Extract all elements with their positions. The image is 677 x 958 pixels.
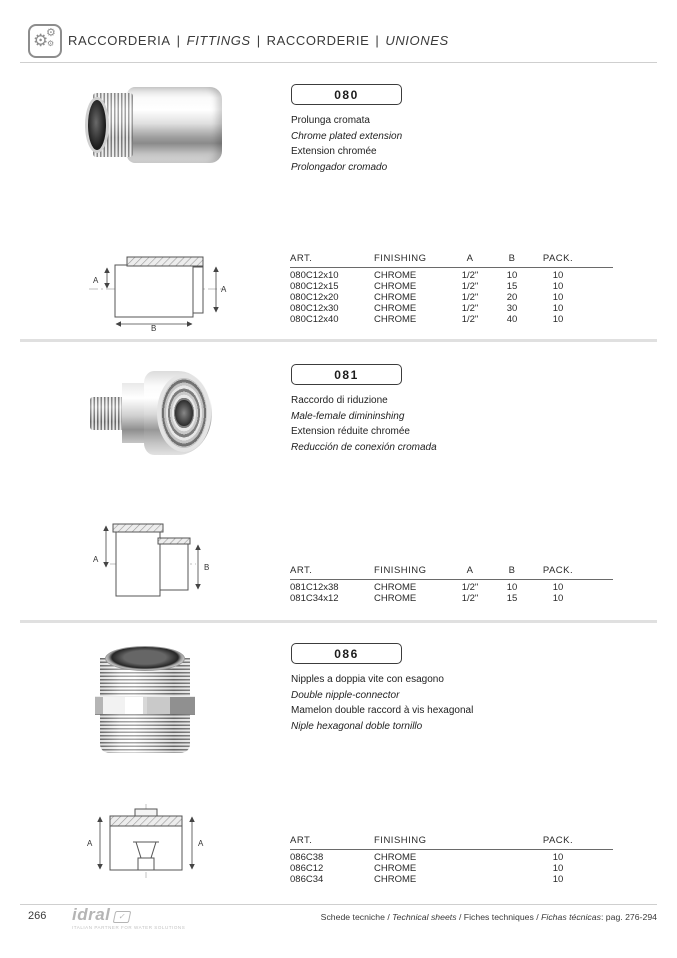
description-line: Prolongador cromado [291,161,388,173]
description-line: Reducción de conexión cromada [291,441,437,453]
table-header-cell: A [466,253,474,264]
spec-table-086 [290,836,613,886]
description-line: Niple hexagonal doble tornillo [291,720,423,732]
table-cell: 080C12x40 [290,313,339,325]
table-cell: 10 [552,270,564,282]
product-code: 086 [334,646,359,661]
female-thread-face [157,374,211,452]
section-divider [20,339,657,342]
product-code: 081 [334,367,359,382]
table-cell: 080C12x10 [290,270,339,282]
title-part: Fichas técnicas [541,912,601,922]
table-cell: 1/2" [461,593,479,605]
description-line: Extension réduite chromée [291,426,410,437]
table-header-row [290,254,613,265]
table-cell: 10 [552,292,564,304]
table-cell: 30 [506,303,518,315]
title-part: : pag. 276-294 [600,912,657,922]
logo-wordmark: idral [72,905,111,924]
table-cell: CHROME [374,281,417,293]
product-photo-081 [90,371,212,455]
table-cell: 10 [552,863,564,875]
table-header-cell: FINISHING [374,253,427,264]
table-cell: 086C12 [290,863,324,875]
table-cell: 1/2" [461,292,479,304]
separator: | [256,33,261,48]
hex-nut [95,696,195,715]
table-cell: 10 [552,313,564,325]
dim-label-b: B [151,324,157,331]
table-cell: 15 [506,593,518,605]
section-divider [20,620,657,623]
table-cell: 086C34 [290,874,324,886]
table-cell: CHROME [374,593,417,605]
table-header-cell: PACK. [542,565,574,576]
description-line: Mamelon double raccord à vis hexagonal [291,705,474,716]
logo-mark-icon: ✓ [113,911,132,923]
bore-opening [105,646,185,671]
table-header-cell: ART. [290,253,313,264]
description-line: Extension chromée [291,146,377,157]
table-cell: 080C12x15 [290,281,339,293]
title-part: RACCORDERIE [266,33,370,48]
table-cell: 086C38 [290,852,324,864]
table-header-cell: ART. [290,565,313,576]
table-cell: 10 [552,593,564,605]
dim-label-b: B [204,563,210,572]
description-line: Raccordo di riduzione [291,395,388,406]
table-cell: CHROME [374,874,417,886]
male-thread-bottom [100,714,190,753]
table-header-rule [290,267,613,269]
table-cell: 10 [552,874,564,886]
title-part: RACCORDERIA [68,33,171,48]
product-code-badge [291,643,402,664]
table-cell: 10 [552,281,564,293]
table-cell: CHROME [374,313,417,325]
table-cell: 1/2" [461,313,479,325]
product-code: 080 [334,87,359,102]
page-title [68,33,449,48]
table-cell: CHROME [374,270,417,282]
table-cell: 10 [506,582,518,594]
dim-label-a: A [93,555,99,564]
table-cell: 15 [506,281,518,293]
bore-opening [85,97,109,153]
product-descriptions [291,393,521,455]
header-rule [20,62,657,63]
table-header-cell: ART. [290,835,313,846]
table-header-rule [290,579,613,581]
table-row [290,853,613,864]
table-cell: 20 [506,292,518,304]
page-number: 266 [28,910,47,922]
table-row [290,864,613,875]
title-part: UNIONES [385,33,449,48]
title-part: Technical sheets [392,912,457,922]
table-cell: 1/2" [461,281,479,293]
table-row [290,594,613,605]
table-row [290,315,613,326]
dim-label-a-left: A [87,839,93,848]
technical-drawing-080 [85,243,230,331]
table-cell: 081C34x12 [290,593,339,605]
table-header-cell: PACK. [542,253,574,264]
description-line: Chrome plated extension [291,130,403,142]
description-line: Male-female dimininshing [291,410,405,422]
table-cell: CHROME [374,582,417,594]
chrome-body [127,87,222,163]
table-cell: 10 [552,582,564,594]
table-cell: 10 [552,852,564,864]
table-cell: 10 [506,270,518,282]
brand-logo [72,905,186,930]
gears-icon [28,24,62,58]
table-header-row [290,836,613,847]
title-part: Schede tecniche / [320,912,393,922]
male-thread [90,397,126,430]
product-photo-086 [95,646,195,753]
separator: | [176,33,181,48]
footer-rule [20,904,657,905]
gear-glyph: ⚙ [46,27,56,39]
description-line: Nipples a doppia vite con esagono [291,674,444,685]
table-cell: CHROME [374,863,417,875]
dim-label-a-right: A [198,839,204,848]
table-cell: 40 [506,313,518,325]
footer-note [321,912,657,922]
table-cell: 10 [552,303,564,315]
table-header-row [290,566,613,577]
description-line: Double nipple-connector [291,689,400,701]
table-header-cell: FINISHING [374,835,427,846]
gear-glyph: ⚙ [33,31,49,50]
separator: | [375,33,380,48]
table-header-cell: A [466,565,474,576]
table-cell: CHROME [374,303,417,315]
technical-drawing-081 [88,512,213,602]
table-cell: 080C12x30 [290,303,339,315]
product-descriptions [291,113,521,175]
table-cell: 1/2" [461,270,479,282]
title-part: FITTINGS [186,33,251,48]
table-row [290,875,613,886]
table-cell: 1/2" [461,303,479,315]
table-cell: 1/2" [461,582,479,594]
table-header-cell: B [508,565,516,576]
title-part: / Fiches techniques / [456,912,542,922]
table-cell: 081C12x38 [290,582,339,594]
table-header-cell: B [508,253,516,264]
product-code-badge [291,364,402,385]
logo-tagline: ITALIAN PARTNER FOR WATER SOLUTIONS [72,925,186,930]
table-header-cell: FINISHING [374,565,427,576]
table-cell: CHROME [374,292,417,304]
product-photo-080 [85,87,222,163]
product-code-badge [291,84,402,105]
table-cell: CHROME [374,852,417,864]
technical-drawing-086 [78,802,213,880]
gear-glyph: ⚙ [47,39,55,48]
dim-label-a-left: A [93,276,99,285]
product-descriptions [291,672,521,734]
table-header-rule [290,849,613,851]
description-line: Prolunga cromata [291,115,370,126]
table-cell: 080C12x20 [290,292,339,304]
spec-table-080 [290,254,613,326]
spec-table-081 [290,566,613,605]
table-header-cell: PACK. [542,835,574,846]
dim-label-a-right: A [221,285,227,294]
